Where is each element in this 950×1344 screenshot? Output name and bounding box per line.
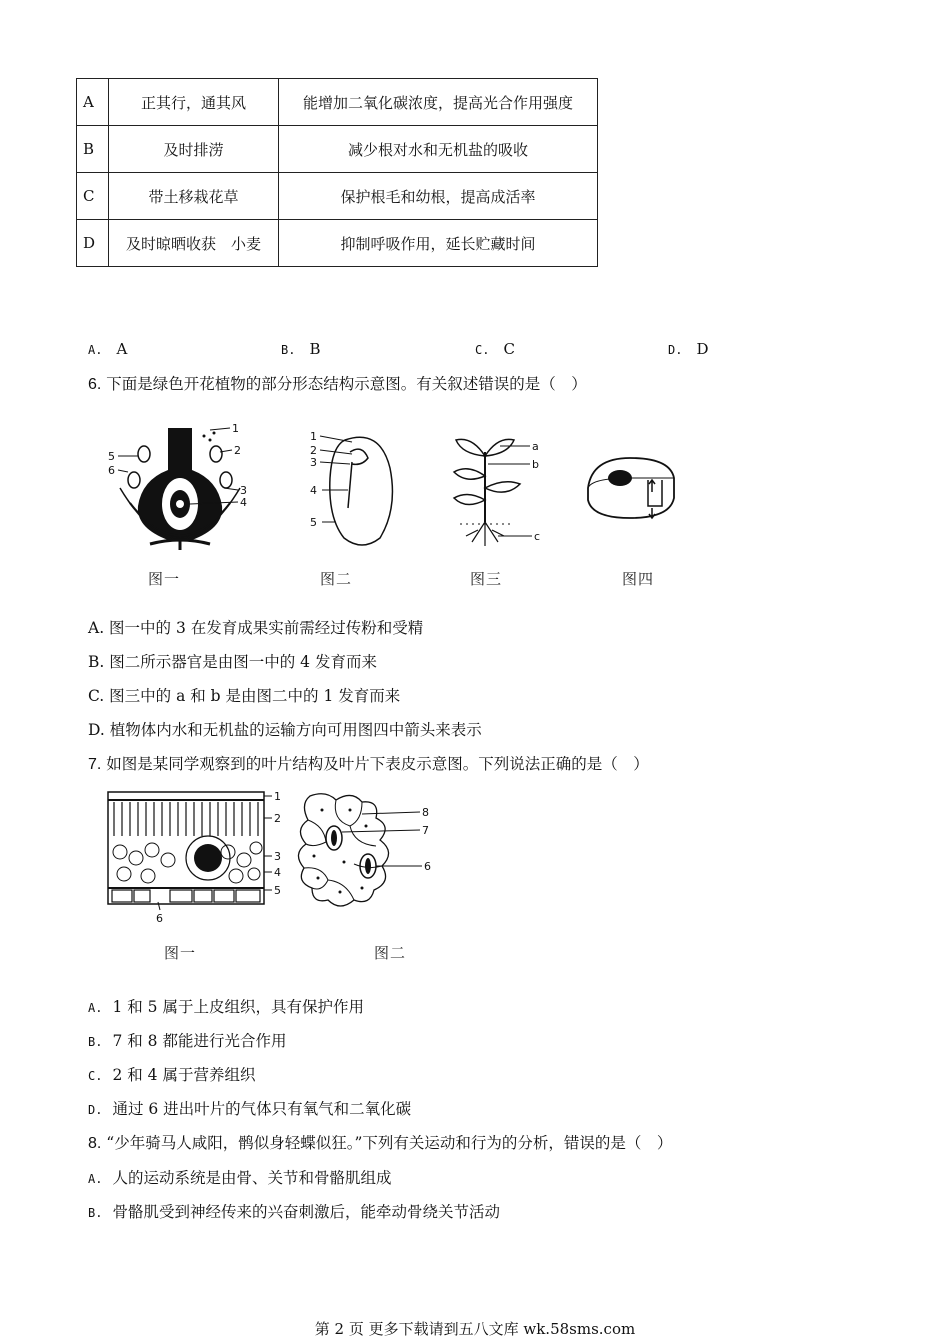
table-cell-letter: A [77, 79, 109, 126]
q7-figures [100, 786, 450, 926]
q6-option-b: B. 图二所示器官是由图一中的 4 发育而来 [88, 653, 377, 671]
table-cell-measure: 正其行，通其风 [109, 79, 279, 126]
q5-option-a: A. A [88, 340, 128, 358]
table-cell-letter: D [77, 220, 109, 267]
fig1-label-1: 1 [232, 422, 239, 435]
table-cell-reason: 保护根毛和幼根，提高成活率 [279, 173, 598, 220]
epidermis-label-8: 8 [422, 806, 429, 819]
page-footer: 第 2 页 更多下载请到五八文库 wk.58sms.com [314, 1320, 636, 1338]
fig2-label-1: 1 [310, 430, 317, 443]
table-cell-letter: C [77, 173, 109, 220]
q6-option-c: C. 图三中的 a 和 b 是由图二中的 1 发育而来 [88, 687, 401, 705]
fig2-label-5: 5 [310, 516, 317, 529]
fig1-label-2: 2 [234, 444, 241, 457]
table-cell-reason: 减少根对水和无机盐的吸收 [279, 126, 598, 173]
q7-option-b: B. 7 和 8 都能进行光合作用 [88, 1032, 287, 1050]
leaf-fig1-label-5: 5 [274, 884, 281, 897]
table-cell-measure: 及时晾晒收获 小麦 [109, 220, 279, 267]
fig-caption: 图二 [320, 570, 353, 588]
seed-diagram [310, 430, 392, 545]
fig2-label-2: 2 [310, 444, 317, 457]
leaf-section-diagram [108, 790, 281, 925]
question-text: 如图是某同学观察到的叶片结构及叶片下表皮示意图。下列说法正确的是（ ） [106, 755, 649, 773]
fig-caption: 图四 [622, 570, 655, 588]
q5-option-d: D. D [668, 340, 709, 358]
leaf-fig1-label-1: 1 [274, 790, 281, 803]
q8-option-b: B. 骨骼肌受到神经传来的兴奋刺激后，能牵动骨绕关节活动 [88, 1203, 500, 1221]
table-cell-reason: 抑制呼吸作用，延长贮藏时间 [279, 220, 598, 267]
fig-caption: 图三 [470, 570, 503, 588]
q6-option-d: D. 植物体内水和无机盐的运输方向可用图四中箭头来表示 [88, 721, 482, 739]
epidermis-label-6: 6 [424, 860, 431, 873]
table-cell-measure: 及时排涝 [109, 126, 279, 173]
question-number: 8. [88, 1135, 102, 1152]
epidermis-diagram [298, 794, 431, 906]
seedling-diagram [454, 439, 540, 546]
q6-stem [88, 372, 587, 394]
q5-option-c: C. C [475, 340, 515, 358]
fig3-label-a: a [532, 440, 539, 453]
fig-caption: 图二 [374, 944, 407, 962]
q7-option-d: D. 通过 6 进出叶片的气体只有氧气和二氧化碳 [88, 1100, 412, 1118]
fig2-label-4: 4 [310, 484, 317, 497]
table-row [77, 126, 598, 173]
fig1-label-3: 3 [240, 484, 247, 497]
stem-section-diagram [588, 458, 674, 518]
q5-table [76, 78, 598, 267]
q7-option-a: A. 1 和 5 属于上皮组织，具有保护作用 [88, 998, 364, 1016]
fig-caption: 图一 [148, 570, 181, 588]
fig1-label-5: 5 [108, 450, 115, 463]
fig2-label-3: 3 [310, 456, 317, 469]
fig1-label-4: 4 [240, 496, 247, 509]
fig1-label-6: 6 [108, 464, 115, 477]
question-number: 7. [88, 756, 102, 773]
q8-stem [88, 1131, 672, 1153]
q5-option-b: B. B [281, 340, 321, 358]
leaf-fig1-label-3: 3 [274, 850, 281, 863]
leaf-fig1-label-4: 4 [274, 866, 281, 879]
q7-option-c: C. 2 和 4 属于营养组织 [88, 1066, 256, 1084]
question-number: 6. [88, 376, 102, 393]
fig3-label-b: b [532, 458, 539, 471]
leaf-fig1-label-6: 6 [156, 912, 163, 925]
table-cell-measure: 带土移栽花草 [109, 173, 279, 220]
flower-diagram [108, 422, 247, 550]
fig3-label-c: c [534, 530, 541, 543]
leaf-fig1-label-2: 2 [274, 812, 281, 825]
q6-option-a: A. 图一中的 3 在发育成果实前需经过传粉和受精 [88, 619, 424, 637]
table-row [77, 173, 598, 220]
q8-option-a: A. 人的运动系统是由骨、关节和骨骼肌组成 [88, 1169, 392, 1187]
question-text: “少年骑马人咸阳，鹘似身轻蝶似狂。”下列有关运动和行为的分析，错误的是（ ） [106, 1134, 673, 1152]
fig-caption: 图一 [164, 944, 197, 962]
table-cell-letter: B [77, 126, 109, 173]
table-row [77, 79, 598, 126]
table-row [77, 220, 598, 267]
epidermis-label-7: 7 [422, 824, 429, 837]
q6-figures [100, 418, 690, 558]
q7-stem [88, 752, 649, 774]
table-cell-reason: 能增加二氧化碳浓度，提高光合作用强度 [279, 79, 598, 126]
question-text: 下面是绿色开花植物的部分形态结构示意图。有关叙述错误的是（ ） [106, 375, 587, 393]
